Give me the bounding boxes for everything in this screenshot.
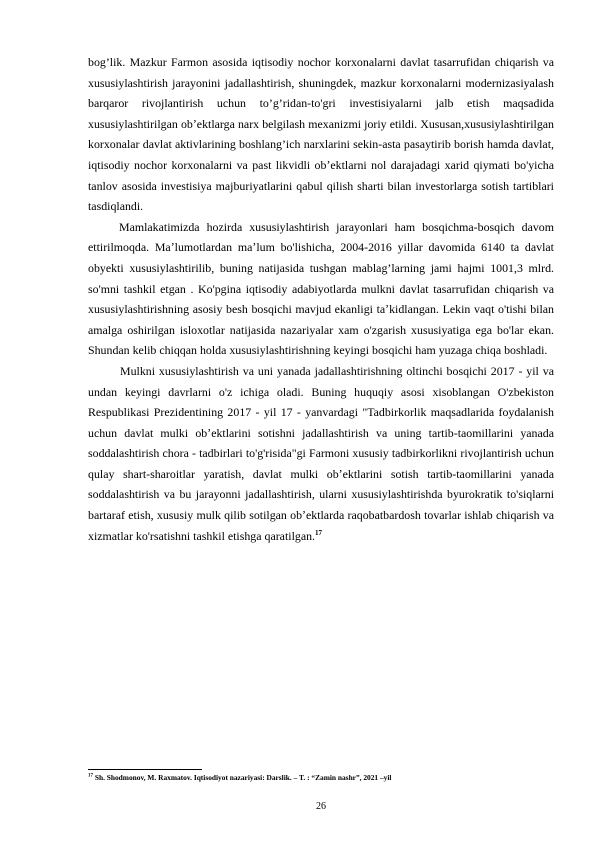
footnote-reference[interactable]: 17 (315, 528, 323, 537)
paragraph-3-text: Mulkni xususiylashtirish va uni yanada jadallashtirishning oltinchi bosqichi 2017 - yil va undan keyingi davrlarni o'z ichiga oladi. Buning huquqiy asosi xisoblangan O'zbekiston Respublikasi Prezidentining 2017 - yil 17 - yanvardagi "Tadbirkorlik maqsadlarida foydalanish uchun davlat mulki obʼektlarini sotishni jadallashtirish va uning tartib-taomillarini yanada soddalashtirish chora - tadbirlari to'g'risida"gi Farmoni xususiy tadbirkorlikni rivojlantirish uchun qulay shart-sharoitlar yaratish, davlat mulki obʼektlarini sotish tartib-taomillarini yanada soddalashtirish va bu jarayonni jadallashtirish, ularni xususiylashtirishda byurokratik to'siqlarni bartaraf etish, xususiy mulk qilib sotilgan obʼektlarda raqobatbardosh tovarlar ishlab chiqarish va xizmatlar ko'rsatishni tashkil etishga qaratilgan. (88, 363, 554, 543)
paragraph-privatization-stages (88, 217, 554, 361)
footnote-text: Sh. Shodmonov, M. Raxmatov. Iqtisodiyot nazariyasi: Darslik. – T. : “Zamin nashr”, 2021 –yil (93, 773, 392, 782)
body-text (88, 52, 554, 546)
page-number: 26 (316, 801, 326, 812)
paragraph-2-text: Mamlakatimizda hozirda xususiylashtirish jarayonlari ham bosqichma-bosqich davom ettirilmoqda. Maʼlumotlardan maʼlum bo'lishicha, 2004-2016 yillar davomida 6140 ta davlat obyekti xususiylashtirilib, buning natijasida tushgan mablag’larning jami hajmi 1001,3 mlrd. so'mni tashkil etgan . Ko'pgina iqtisodiy adabiyotlarda mulkni davlat tasarrufidan chiqarish va xususiylashtirishning asosiy besh bosqichi mavjud ekanligi taʼkidlangan. Lekin vaqt o'tishi bilan amalga oshirilgan isloxotlar natijasida nazariyalar xam o'zgarish xususiyatiga ega bo'lar ekan. Shundan kelib chiqqan holda xususiylashtirishning keyingi bosqichi ham yuzaga chiqa boshladi. (88, 219, 554, 358)
paragraph-1-text: bog’lik. Mazkur Farmon asosida iqtisodiy nochor korxonalarni davlat tasarrufidan chiqarish va xususiylashtirish jarayonini jadallashtirish, shuningdek, mazkur korxonalarni modernizasiyalash barqaror rivojlantirish uchun to’g’ridan-to'gri investisiyalarni jalb etish maqsadida xususiylashtirilgan obʼektlarga narx belgilash mexanizmi joriy etildi. Xususan,xususiylashtirilgan korxonalar davlat aktivlarining boshlang’ich narxlarini sekin-asta pasaytirib borish hamda davlat, iqtisodiy nochor korxonalarni va past likvidli obʼektlarni nol darajadagi xarid qiymati bo'yicha tanlov asosida investisiya majburiyatlarini qabul qilish sharti bilan investorlarga sotish tartiblari tasdiqlandi. (88, 55, 554, 214)
footnote (88, 773, 554, 783)
paragraph-continuation (88, 52, 554, 217)
footnote-number: 17 (88, 773, 93, 779)
footnote-divider (88, 769, 202, 770)
paragraph-sixth-stage (88, 361, 554, 546)
